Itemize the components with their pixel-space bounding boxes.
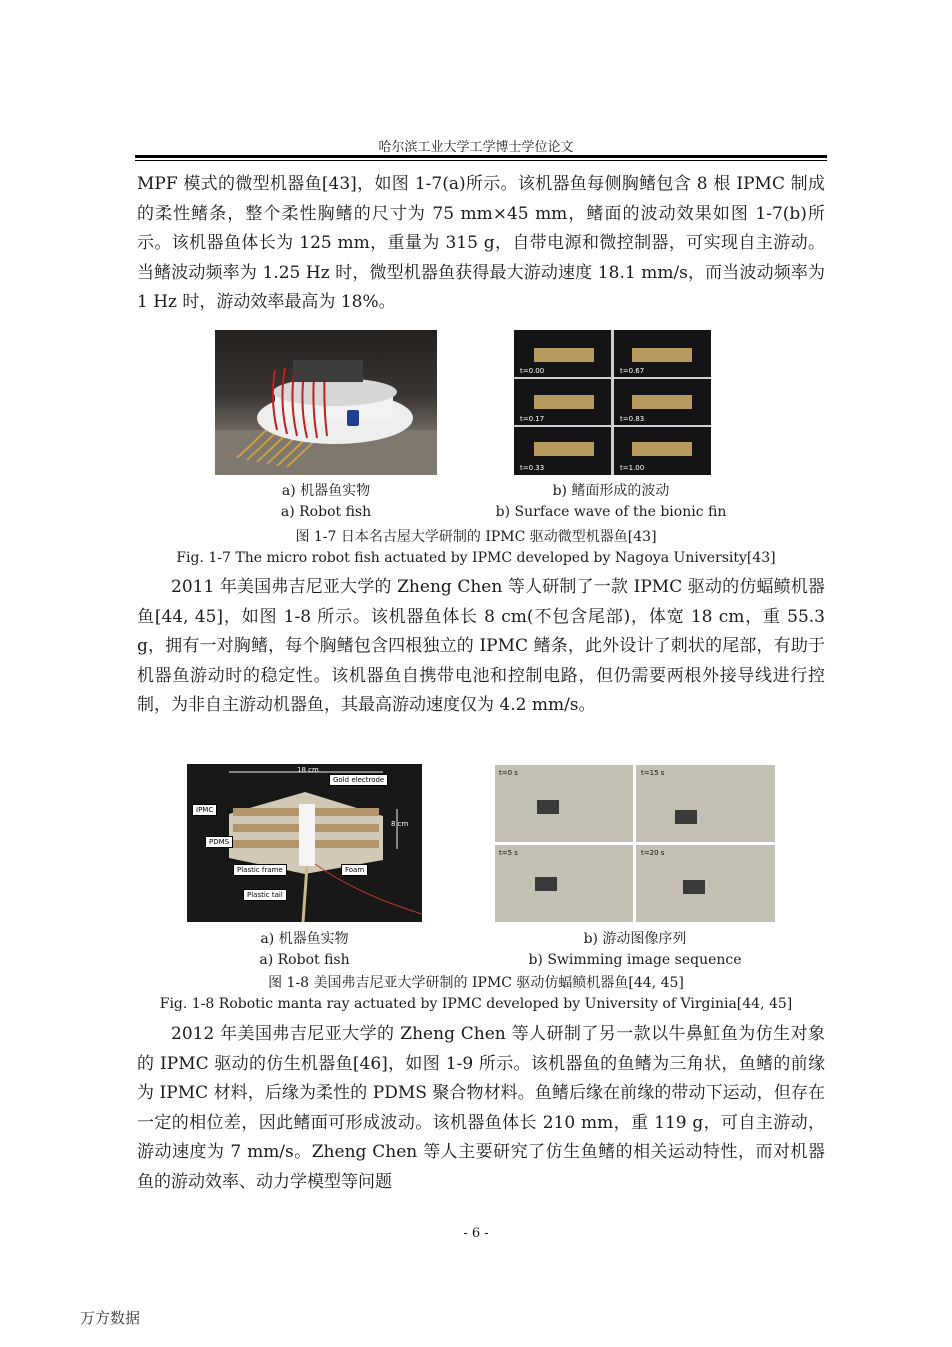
fig1-8-caption-cn: 图 1-8 美国弗吉尼亚大学研制的 IPMC 驱动仿蝠鲼机器鱼[44, 45] — [268, 975, 684, 991]
fig1-8b-swimming-sequence-photo — [495, 765, 775, 922]
fig1-8b-subcaption-en: b) Swimming image sequence — [528, 952, 742, 968]
paragraph-2-text: 2011 年美国弗吉尼亚大学的 Zheng Chen 等人研制了一款 IPMC 驱动的仿蝠鲼机器鱼[44, 45]，如图 1-8 所示。该机器鱼体长 8 cm(不包含尾部)，体宽 18 cm，重 55.3 g，拥有一对胸鳍，每个胸鳍包含四根独立的 IPMC 鳍条，此外设计了刺状的尾部，有助于机器鱼游动时的稳定性。该机器鱼自携带电池和控制电路，但仍需要两根外接导线进行控制，为非自主游动机器鱼，其最高游动速度仅为 4.2 mm/s。 — [137, 577, 825, 715]
header-rule-thick — [135, 155, 827, 158]
label-gold-electrode: Gold electrode — [329, 774, 388, 786]
fin-wave-sequence — [514, 330, 711, 475]
time-label: t=5 s — [499, 849, 518, 857]
header-rule-thin — [135, 160, 827, 161]
fig1-8b-subcaption-cn: b) 游动图像序列 — [583, 931, 687, 947]
fig1-7a-robot-fish-photo — [215, 330, 437, 475]
watermark-text: 万方数据 — [80, 1309, 141, 1327]
swimming-frames — [495, 765, 775, 922]
time-label: t=1.00 — [620, 464, 645, 472]
time-label: t=0.67 — [620, 367, 645, 375]
time-label: t=15 s — [641, 769, 665, 777]
paragraph-1 — [137, 170, 825, 318]
time-label: t=0.00 — [520, 367, 545, 375]
fig1-8-caption-en: Fig. 1-8 Robotic manta ray actuated by IPMC developed by University of Virginia[44, 45] — [159, 996, 793, 1012]
label-pdms: PDMS — [205, 836, 233, 848]
paragraph-1-text: MPF 模式的微型机器鱼[43]，如图 1-7(a)所示。该机器鱼每侧胸鳍包含 8 根 IPMC 制成的柔性鳍条，整个柔性胸鳍的尺寸为 75 mm×45 mm，鳍面的波动效果如图 1-7(b)所示。该机器鱼体长为 125 mm，重量为 315 g，自带电源和微控制器，可实现自主游动。当鳍波动频率为 1.25 Hz 时，微型机器鱼获得最大游动速度 18.1 mm/s，而当波动频率为 1 Hz 时，游动效率最高为 18%。 — [137, 174, 825, 312]
fig1-7b-subcaption-cn: b) 鳍面形成的波动 — [552, 483, 670, 499]
time-label: t=0 s — [499, 769, 518, 777]
dimension-label-width: 18 cm — [297, 766, 319, 774]
fig1-7a-subcaption-en: a) Robot fish — [280, 504, 372, 520]
paragraph-3 — [137, 1020, 825, 1197]
robot-fish-illustration — [215, 330, 437, 475]
label-plastic-frame: Plastic frame — [233, 864, 287, 876]
fig1-8a-subcaption-cn: a) 机器鱼实物 — [260, 931, 349, 947]
dimension-label-height: 8 cm — [391, 820, 409, 828]
fig1-7a-subcaption-cn: a) 机器鱼实物 — [281, 483, 371, 499]
fig1-8a-subcaption-en: a) Robot fish — [259, 952, 350, 968]
page-number: - 6 - — [463, 1226, 489, 1241]
fig1-7-caption-en: Fig. 1-7 The micro robot fish actuated by IPMC developed by Nagoya University[43] — [176, 550, 776, 566]
label-plastic-tail: Plastic tail — [243, 889, 287, 901]
fig1-7b-subcaption-en: b) Surface wave of the bionic fin — [495, 504, 727, 520]
fig1-7-caption-cn: 图 1-7 日本名古屋大学研制的 IPMC 驱动微型机器鱼[43] — [295, 529, 657, 545]
time-label: t=20 s — [641, 849, 665, 857]
label-ipmc: IPMC — [192, 804, 217, 816]
paragraph-3-text: 2012 年美国弗吉尼亚大学的 Zheng Chen 等人研制了另一款以牛鼻魟鱼为仿生对象的 IPMC 驱动的仿生机器鱼[46]，如图 1-9 所示。该机器鱼的鱼鳍为三角状，鱼鳍的前缘为 IPMC 材料，后缘为柔性的 PDMS 聚合物材料。鱼鳍后缘在前缘的带动下运动，但存在一定的相位差，因此鳍面可形成波动。该机器鱼体长 210 mm，重 119 g，可自主游动，游动速度为 7 mm/s。Zheng Chen 等人主要研究了仿生鱼鳍的相关运动特性，而对机器鱼的游动效率、动力学模型等问题 — [137, 1024, 825, 1192]
paragraph-2 — [137, 573, 825, 721]
time-label: t=0.33 — [520, 464, 545, 472]
fig1-7b-fin-wave-photo — [514, 330, 711, 475]
fig1-8a-manta-ray-photo — [187, 764, 422, 922]
time-label: t=0.83 — [620, 415, 645, 423]
time-label: t=0.17 — [520, 415, 545, 423]
running-header: 哈尔滨工业大学工学博士学位论文 — [378, 140, 574, 155]
label-foam: Foam — [341, 864, 368, 876]
